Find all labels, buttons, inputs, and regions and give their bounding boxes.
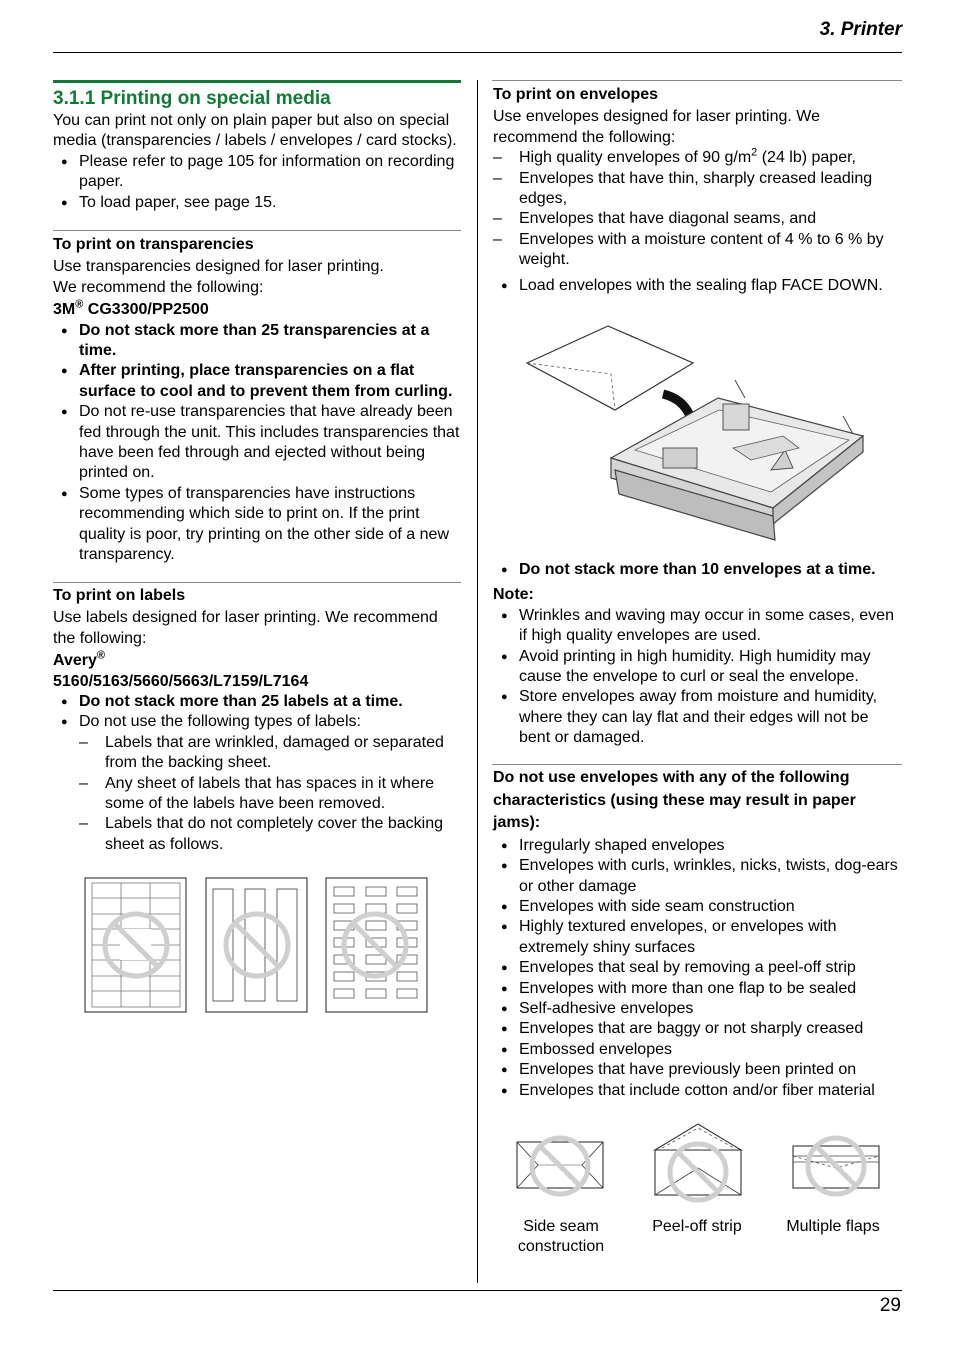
page-number: 29 bbox=[879, 1295, 901, 1316]
envelopes-load-bullet bbox=[493, 276, 903, 296]
labels-models: 5160/5163/5660/5663/L7159/L7164 bbox=[53, 672, 309, 690]
list-item: ● Do not re-use transparencies that have already been fed through the unit. This includes transparencies that have been fed through and ejected without being printed on. bbox=[53, 402, 463, 484]
list-item: ● Envelopes that have previously been printed on bbox=[493, 1060, 903, 1080]
list-item: ● To load paper, see page 15. bbox=[53, 193, 463, 213]
list-item-text: (24 lb) paper, bbox=[757, 149, 856, 167]
stack-bullet bbox=[493, 560, 903, 580]
intro-bullets bbox=[53, 152, 463, 213]
list-item: ● Some types of transparencies have instructions recommending which side to print on. If the print quality is poor, try printing on the other side of a new transparency. bbox=[53, 484, 463, 566]
footer-rule bbox=[53, 1290, 902, 1291]
list-item: ● Envelopes that include cotton and/or fiber material bbox=[493, 1081, 903, 1101]
chapter-title: 3. Printer bbox=[819, 19, 902, 40]
list-item: ● Highly textured envelopes, or envelopes with extremely shiny surfaces bbox=[493, 917, 903, 958]
paper-tray-icon bbox=[611, 380, 863, 540]
note-heading: Note: bbox=[493, 586, 534, 604]
product-brand: Avery bbox=[53, 652, 97, 670]
transparencies-bullets bbox=[53, 321, 463, 566]
list-item: ● Please refer to page 105 for information on recording paper. bbox=[53, 152, 463, 193]
list-item: ● Load envelopes with the sealing flap FACE DOWN. bbox=[493, 276, 903, 296]
list-item: ● Envelopes with side seam construction bbox=[493, 897, 903, 917]
caption-side-seam: Side seam construction bbox=[517, 1218, 605, 1256]
list-item: – Envelopes that have thin, sharply creased leading edges, bbox=[493, 169, 903, 210]
list-item: ● Avoid printing in high humidity. High humidity may cause the envelope to curl or seal the envelope. bbox=[493, 647, 903, 688]
labels-text: Use labels designed for laser printing. We recommend the following: bbox=[53, 609, 438, 647]
list-item: ● Do not use the following types of labels: bbox=[53, 712, 463, 732]
list-item: ● After printing, place transparencies on a flat surface to cool and to prevent them from curling. bbox=[53, 361, 463, 402]
caption-peel-off: Peel-off strip bbox=[652, 1218, 742, 1235]
left-column bbox=[53, 87, 463, 213]
list-item: – Envelopes with a moisture content of 4 % to 6 % by weight. bbox=[493, 230, 903, 271]
note-bullets bbox=[493, 606, 903, 749]
product-model: CG3300/PP2500 bbox=[83, 301, 209, 319]
labels-product bbox=[53, 651, 463, 671]
labels-dash-list bbox=[79, 733, 463, 855]
list-item: ● Irregularly shaped envelopes bbox=[493, 836, 903, 856]
list-item: ● Self-adhesive envelopes bbox=[493, 999, 903, 1019]
divider bbox=[53, 230, 461, 231]
section-title: 3.1.1 Printing on special media bbox=[53, 88, 331, 109]
divider bbox=[492, 764, 902, 765]
envelopes-text: Use envelopes designed for laser printing. We recommend the following: bbox=[493, 108, 820, 146]
avoid-section bbox=[493, 767, 903, 1101]
list-item-text: High quality envelopes of 90 g/m bbox=[519, 149, 752, 167]
avoid-heading: Do not use envelopes with any of the following characteristics (using these may result in paper jams): bbox=[493, 769, 856, 832]
list-item: ● Envelopes that seal by removing a peel-off strip bbox=[493, 958, 903, 978]
divider bbox=[53, 582, 461, 583]
envelopes-notes bbox=[493, 560, 903, 749]
envelopes-dash-list bbox=[493, 148, 903, 270]
avoid-bullets bbox=[493, 836, 903, 1101]
list-item: ● Store envelopes away from moisture and humidity, where they can lay flat and their edges will not be bent or damaged. bbox=[493, 687, 903, 748]
list-item: ● Embossed envelopes bbox=[493, 1040, 903, 1060]
list-item: – Labels that are wrinkled, damaged or separated from the backing sheet. bbox=[79, 733, 463, 774]
envelopes-heading: To print on envelopes bbox=[493, 86, 659, 103]
transparencies-text-2: We recommend the following: bbox=[53, 278, 264, 296]
labels-heading: To print on labels bbox=[53, 587, 186, 604]
header-rule bbox=[53, 52, 902, 53]
list-item: ● Do not stack more than 25 transparencies at a time. bbox=[53, 321, 463, 362]
product-brand: 3M bbox=[53, 301, 76, 319]
list-item: ● Do not stack more than 25 labels at a time. bbox=[53, 692, 463, 712]
list-item: ● Wrinkles and waving may occur in some cases, even if high quality envelopes are used. bbox=[493, 606, 903, 647]
label-sheets-illustration bbox=[84, 877, 429, 1014]
list-item: ● Envelopes with more than one flap to be sealed bbox=[493, 979, 903, 999]
list-item: – Any sheet of labels that has spaces in it where some of the labels have been removed. bbox=[79, 774, 463, 815]
column-divider bbox=[477, 80, 478, 1283]
list-item: – Envelopes that have diagonal seams, and bbox=[493, 209, 903, 229]
list-item: ● Envelopes with curls, wrinkles, nicks, twists, dog-ears or other damage bbox=[493, 856, 903, 897]
divider bbox=[492, 80, 902, 81]
transparencies-product bbox=[53, 300, 463, 320]
list-item bbox=[493, 148, 903, 168]
envelopes-section bbox=[493, 85, 903, 296]
intro-text: You can print not only on plain paper but also on special media (transparencies / labels / envelopes / card stocks). bbox=[53, 112, 457, 150]
envelope-icon bbox=[655, 1124, 741, 1195]
list-item: ● Envelopes that are baggy or not sharply creased bbox=[493, 1019, 903, 1039]
section-rule bbox=[53, 80, 461, 83]
bad-envelopes-illustration bbox=[510, 1120, 890, 1210]
registered-mark: ® bbox=[75, 298, 84, 311]
transparencies-section bbox=[53, 235, 463, 566]
list-item: – Labels that do not completely cover the backing sheet as follows. bbox=[79, 814, 463, 855]
labels-bullets bbox=[53, 692, 463, 733]
caption-multiple-flaps: Multiple flaps bbox=[786, 1218, 880, 1235]
paper-tray-illustration bbox=[523, 318, 868, 543]
transparencies-heading: To print on transparencies bbox=[53, 236, 254, 253]
superscript: 2 bbox=[751, 146, 758, 159]
transparencies-text: Use transparencies designed for laser printing. bbox=[53, 258, 384, 276]
labels-section bbox=[53, 586, 463, 855]
list-item: ● Do not stack more than 10 envelopes at a time. bbox=[493, 560, 903, 580]
registered-mark: ® bbox=[96, 649, 105, 662]
